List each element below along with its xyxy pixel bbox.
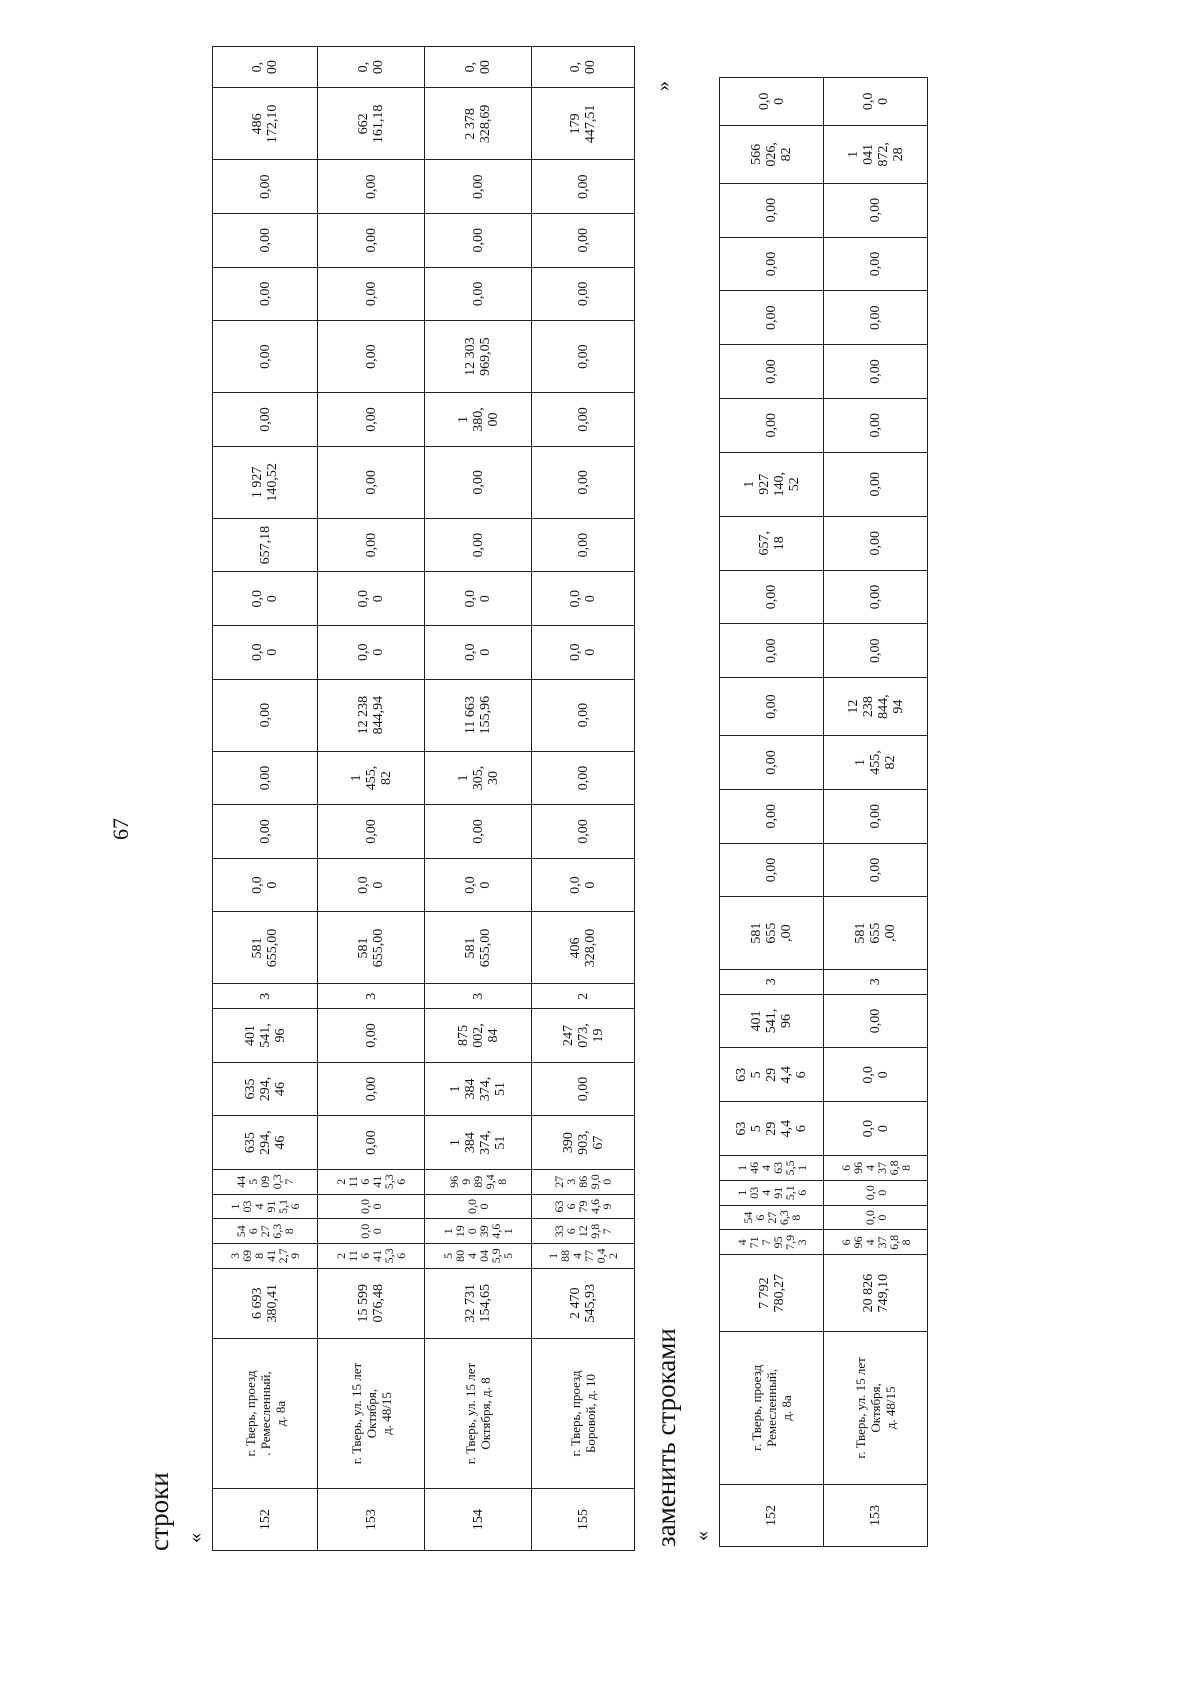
- value-cell: 0,00: [318, 1062, 425, 1116]
- value-cell: 0,00: [318, 321, 425, 393]
- value-cell: 11 663 155,96: [425, 679, 532, 751]
- value-cell: 0,00: [532, 213, 635, 267]
- value-cell: 0,00: [532, 1062, 635, 1116]
- value-cell: 0,00: [318, 267, 425, 321]
- value-cell: 3: [213, 984, 318, 1009]
- value-cell: 96 9 89 9,4 8: [425, 1169, 532, 1194]
- row-number-cell: 154: [425, 1489, 532, 1551]
- value-cell: 0,00: [532, 393, 635, 447]
- value-cell: 0,00: [425, 805, 532, 859]
- value-cell: 12 238 844,94: [318, 679, 425, 751]
- value-cell: 2 11 6 41 5,3 6: [318, 1244, 425, 1269]
- value-cell: 657, 18: [720, 516, 824, 570]
- value-cell: 3: [318, 984, 425, 1009]
- row-number-cell: 152: [213, 1489, 318, 1551]
- value-cell: 0,00: [318, 213, 425, 267]
- value-cell: 6 96 4 37 6,8 8: [824, 1155, 928, 1180]
- value-cell: 0,00: [213, 393, 318, 447]
- value-cell: 0,00: [532, 160, 635, 214]
- value-cell: 0,00: [824, 516, 928, 570]
- value-cell: 0,00: [213, 679, 318, 751]
- address-cell: г. Тверь, ул. 15 лет Октября, д. 48/15: [318, 1338, 425, 1488]
- value-cell: 1 455, 82: [318, 751, 425, 805]
- value-cell: 32 731 154,65: [425, 1268, 532, 1338]
- section-caption: заменить строками: [651, 1328, 681, 1547]
- value-cell: 0,00: [824, 183, 928, 237]
- value-cell: 581 655,00: [213, 912, 318, 984]
- value-cell: 0,0 0: [318, 1219, 425, 1244]
- closing-quote: »: [652, 81, 674, 91]
- value-cell: 0,00: [824, 843, 928, 897]
- value-cell: 0,00: [318, 518, 425, 572]
- value-cell: 1 03 4 91 5,1 6: [720, 1180, 824, 1205]
- opening-quote: «: [184, 1533, 206, 1543]
- value-cell: 635 294, 46: [213, 1116, 318, 1170]
- address-cell: г. Тверь, ул. 15 лет Октября, д. 48/15: [824, 1331, 928, 1484]
- value-cell: 5 80 4 04 5,9 5: [425, 1244, 532, 1269]
- data-table-replacement: [719, 77, 928, 1547]
- row-number-cell: 152: [720, 1484, 824, 1546]
- value-cell: 6 693 380,41: [213, 1268, 318, 1338]
- row-number-cell: 153: [824, 1484, 928, 1546]
- value-cell: 0,00: [824, 237, 928, 291]
- value-cell: 2 378 328,69: [425, 88, 532, 160]
- address-cell: г. Тверь, проезд Ремесленный, д. 8а: [720, 1331, 824, 1484]
- value-cell: 0,00: [213, 805, 318, 859]
- value-cell: 1 03 4 91 5,1 6: [213, 1194, 318, 1219]
- value-cell: 247 073, 19: [532, 1009, 635, 1063]
- value-cell: 0,00: [213, 267, 318, 321]
- value-cell: 0,00: [213, 321, 318, 393]
- value-cell: 0,00: [824, 291, 928, 345]
- value-cell: 0,0 0: [532, 572, 635, 626]
- value-cell: 581 655,00: [425, 912, 532, 984]
- value-cell: 1 46 4 63 5,5 1: [720, 1155, 824, 1180]
- value-cell: 33 6 12 9,8 7: [532, 1219, 635, 1244]
- value-cell: 0,00: [425, 446, 532, 518]
- value-cell: 0,00: [720, 736, 824, 790]
- value-cell: 0,0 0: [318, 572, 425, 626]
- value-cell: 0,00: [532, 679, 635, 751]
- value-cell: 0,0 0: [824, 1180, 928, 1205]
- value-cell: 0,00: [532, 267, 635, 321]
- value-cell: 581 655 ,00: [720, 897, 824, 969]
- value-cell: 0,00: [318, 393, 425, 447]
- value-cell: 0,0 0: [213, 626, 318, 680]
- value-cell: 0,0 0: [425, 626, 532, 680]
- value-cell: 0,0 0: [824, 1048, 928, 1102]
- value-cell: 0,0 0: [425, 858, 532, 912]
- value-cell: 1 384 374, 51: [425, 1062, 532, 1116]
- value-cell: 27 3 86 9,0 0: [532, 1169, 635, 1194]
- value-cell: 0,00: [720, 678, 824, 736]
- value-cell: 0,00: [318, 1116, 425, 1170]
- value-cell: 0,00: [425, 267, 532, 321]
- row-number-cell: 153: [318, 1489, 425, 1551]
- value-cell: 0,00: [720, 237, 824, 291]
- value-cell: 0,0 0: [532, 626, 635, 680]
- value-cell: 7 792 780,27: [720, 1255, 824, 1332]
- value-cell: 63 6 79 4,6 9: [532, 1194, 635, 1219]
- value-cell: 0,0 0: [213, 858, 318, 912]
- value-cell: 0,00: [720, 624, 824, 678]
- value-cell: 179 447,51: [532, 88, 635, 160]
- value-cell: 54 6 27 6,3 8: [213, 1219, 318, 1244]
- opening-quote: «: [691, 1531, 713, 1541]
- value-cell: 1 927 140,52: [213, 446, 318, 518]
- value-cell: 0,00: [425, 213, 532, 267]
- value-cell: 0,0 0: [213, 572, 318, 626]
- value-cell: 566 026, 82: [720, 125, 824, 183]
- value-cell: 0, 00: [532, 47, 635, 88]
- value-cell: 1 88 4 77 0,4 2: [532, 1244, 635, 1269]
- value-cell: 875 002, 84: [425, 1009, 532, 1063]
- table-row: [532, 47, 635, 1551]
- value-cell: 0, 00: [318, 47, 425, 88]
- value-cell: 401 541, 96: [213, 1009, 318, 1063]
- section-caption: строки: [144, 1472, 174, 1551]
- value-cell: 1 19 0 39 4,6 1: [425, 1219, 532, 1244]
- address-cell: г. Тверь, проезд . Ремесленный, д. 8а: [213, 1338, 318, 1488]
- value-cell: 0,00: [213, 213, 318, 267]
- value-cell: 0,00: [213, 751, 318, 805]
- value-cell: 0,00: [425, 160, 532, 214]
- value-cell: 0,00: [532, 805, 635, 859]
- value-cell: 3: [720, 969, 824, 994]
- value-cell: 0,00: [318, 805, 425, 859]
- value-cell: 0,00: [720, 843, 824, 897]
- value-cell: 0,00: [720, 570, 824, 624]
- value-cell: 54 6 27 6,3 8: [720, 1205, 824, 1230]
- value-cell: 662 161,18: [318, 88, 425, 160]
- value-cell: 0,0 0: [425, 572, 532, 626]
- value-cell: 12 238 844, 94: [824, 678, 928, 736]
- value-cell: 0,00: [532, 751, 635, 805]
- value-cell: 0,00: [720, 398, 824, 452]
- value-cell: 0,0 0: [318, 626, 425, 680]
- table-row: [824, 78, 928, 1547]
- value-cell: 44 5 09 0,3 7: [213, 1169, 318, 1194]
- data-table-original: [212, 46, 635, 1551]
- table-row: [213, 47, 318, 1551]
- value-cell: 0,0 0: [824, 1102, 928, 1156]
- value-cell: 0,00: [824, 570, 928, 624]
- value-cell: 1 380, 00: [425, 393, 532, 447]
- address-cell: г. Тверь, ул. 15 лет Октября, д. 8: [425, 1338, 532, 1488]
- value-cell: 4 71 7 95 7,9 3: [720, 1230, 824, 1255]
- value-cell: 635 294, 46: [213, 1062, 318, 1116]
- page-number: 67: [108, 818, 133, 840]
- value-cell: 0,0 0: [425, 1194, 532, 1219]
- value-cell: 63 5 29 4,4 6: [720, 1102, 824, 1156]
- value-cell: 0,00: [532, 518, 635, 572]
- value-cell: 0,0 0: [532, 858, 635, 912]
- value-cell: 3 69 8 41 2,7 9: [213, 1244, 318, 1269]
- value-cell: 20 826 749,10: [824, 1255, 928, 1332]
- value-cell: 0,00: [824, 789, 928, 843]
- value-cell: 0,00: [720, 345, 824, 399]
- value-cell: 63 5 29 4,4 6: [720, 1048, 824, 1102]
- table-row: [318, 47, 425, 1551]
- value-cell: 0,00: [532, 446, 635, 518]
- address-cell: г. Тверь, проезд Боровой, д. 10: [532, 1338, 635, 1488]
- value-cell: 1 455, 82: [824, 736, 928, 790]
- value-cell: 486 172,10: [213, 88, 318, 160]
- value-cell: 0,00: [720, 789, 824, 843]
- value-cell: 0,00: [824, 994, 928, 1048]
- value-cell: 0,0 0: [318, 858, 425, 912]
- value-cell: 0,00: [824, 624, 928, 678]
- value-cell: 401 541, 96: [720, 994, 824, 1048]
- value-cell: 406 328,00: [532, 912, 635, 984]
- value-cell: 390 903, 67: [532, 1116, 635, 1170]
- value-cell: 581 655 ,00: [824, 897, 928, 969]
- value-cell: 581 655,00: [318, 912, 425, 984]
- value-cell: 3: [425, 984, 532, 1009]
- value-cell: 0,00: [824, 452, 928, 516]
- value-cell: 1 384 374, 51: [425, 1116, 532, 1170]
- value-cell: 0,00: [425, 518, 532, 572]
- value-cell: 15 599 076,48: [318, 1268, 425, 1338]
- value-cell: 12 303 969,05: [425, 321, 532, 393]
- value-cell: 0, 00: [425, 47, 532, 88]
- table-row: [720, 78, 824, 1547]
- value-cell: 1 305, 30: [425, 751, 532, 805]
- value-cell: 6 96 4 37 6,8 8: [824, 1230, 928, 1255]
- value-cell: 2 11 6 41 5,3 6: [318, 1169, 425, 1194]
- value-cell: 2 470 545,93: [532, 1268, 635, 1338]
- value-cell: 0,00: [720, 183, 824, 237]
- value-cell: 0, 00: [213, 47, 318, 88]
- value-cell: 0,00: [318, 1009, 425, 1063]
- value-cell: 0,00: [318, 160, 425, 214]
- value-cell: 0,0 0: [318, 1194, 425, 1219]
- value-cell: 0,00: [824, 345, 928, 399]
- value-cell: 0,00: [532, 321, 635, 393]
- value-cell: 1 927 140, 52: [720, 452, 824, 516]
- value-cell: 0,00: [213, 160, 318, 214]
- table-row: [425, 47, 532, 1551]
- value-cell: 0,00: [318, 446, 425, 518]
- value-cell: 3: [824, 969, 928, 994]
- value-cell: 1 041 872, 28: [824, 125, 928, 183]
- value-cell: 657,18: [213, 518, 318, 572]
- value-cell: 0,00: [720, 291, 824, 345]
- row-number-cell: 155: [532, 1489, 635, 1551]
- value-cell: 2: [532, 984, 635, 1009]
- value-cell: 0,0 0: [720, 78, 824, 126]
- value-cell: 0,0 0: [824, 1205, 928, 1230]
- value-cell: 0,00: [824, 398, 928, 452]
- value-cell: 0,0 0: [824, 78, 928, 126]
